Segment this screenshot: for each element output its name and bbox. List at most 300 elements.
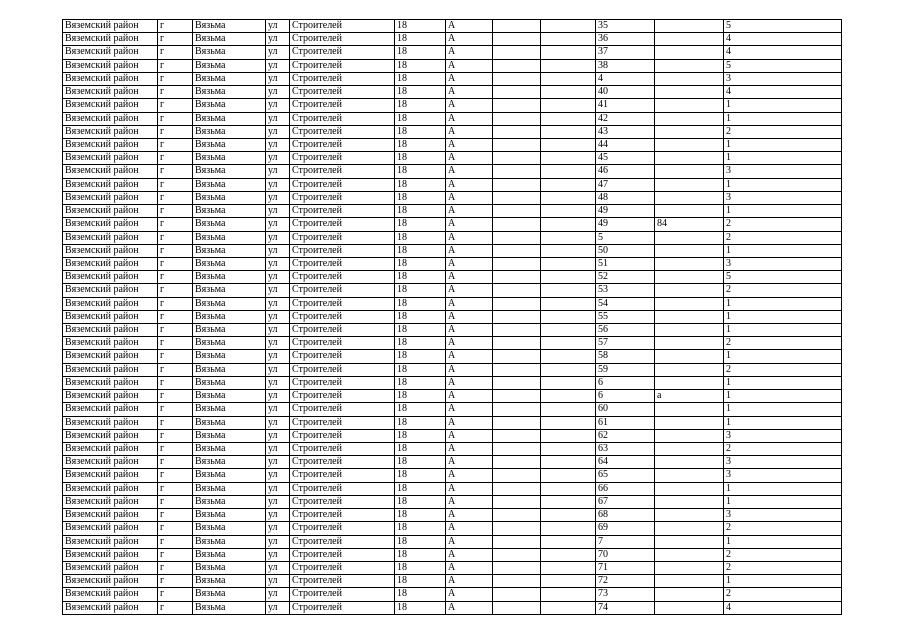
street-type-cell: ул	[266, 310, 290, 323]
locality-cell: Вязьма	[193, 231, 266, 244]
district-cell: Вяземский район	[63, 548, 158, 561]
count-cell: 1	[724, 482, 842, 495]
locality-type-cell: г	[158, 297, 193, 310]
letter-cell: А	[446, 588, 493, 601]
street-cell: Строителей	[290, 205, 395, 218]
letter-cell: А	[446, 403, 493, 416]
locality-cell: Вязьма	[193, 59, 266, 72]
locality-type-cell: г	[158, 310, 193, 323]
structure-cell	[541, 257, 596, 270]
locality-cell: Вязьма	[193, 205, 266, 218]
apartment-cell: 72	[596, 575, 655, 588]
building-cell	[493, 416, 541, 429]
locality-cell: Вязьма	[193, 548, 266, 561]
house-cell: 18	[395, 588, 446, 601]
table-body	[63, 20, 842, 615]
apartment-cell: 67	[596, 495, 655, 508]
district-cell: Вяземский район	[63, 324, 158, 337]
count-cell: 2	[724, 522, 842, 535]
locality-type-cell: г	[158, 390, 193, 403]
letter-cell: А	[446, 72, 493, 85]
district-cell: Вяземский район	[63, 218, 158, 231]
locality-type-cell: г	[158, 125, 193, 138]
locality-type-cell: г	[158, 324, 193, 337]
building-cell	[493, 205, 541, 218]
locality-type-cell: г	[158, 99, 193, 112]
letter-cell: А	[446, 297, 493, 310]
building-cell	[493, 59, 541, 72]
room-cell	[655, 522, 724, 535]
count-cell: 1	[724, 244, 842, 257]
room-cell	[655, 112, 724, 125]
locality-type-cell: г	[158, 152, 193, 165]
locality-type-cell: г	[158, 416, 193, 429]
locality-cell: Вязьма	[193, 165, 266, 178]
room-cell	[655, 495, 724, 508]
street-cell: Строителей	[290, 191, 395, 204]
letter-cell: А	[446, 561, 493, 574]
structure-cell	[541, 125, 596, 138]
structure-cell	[541, 244, 596, 257]
letter-cell: А	[446, 86, 493, 99]
locality-type-cell: г	[158, 244, 193, 257]
table-row	[63, 257, 842, 270]
table-row	[63, 297, 842, 310]
count-cell: 3	[724, 469, 842, 482]
street-type-cell: ул	[266, 231, 290, 244]
count-cell: 1	[724, 350, 842, 363]
street-type-cell: ул	[266, 20, 290, 33]
building-cell	[493, 535, 541, 548]
building-cell	[493, 191, 541, 204]
street-cell: Строителей	[290, 429, 395, 442]
structure-cell	[541, 271, 596, 284]
locality-type-cell: г	[158, 178, 193, 191]
district-cell: Вяземский район	[63, 601, 158, 614]
room-cell	[655, 403, 724, 416]
apartment-cell: 41	[596, 99, 655, 112]
table-row	[63, 482, 842, 495]
structure-cell	[541, 337, 596, 350]
table-row	[63, 231, 842, 244]
letter-cell: А	[446, 601, 493, 614]
house-cell: 18	[395, 125, 446, 138]
room-cell	[655, 138, 724, 151]
locality-cell: Вязьма	[193, 443, 266, 456]
street-type-cell: ул	[266, 376, 290, 389]
district-cell: Вяземский район	[63, 443, 158, 456]
building-cell	[493, 257, 541, 270]
structure-cell	[541, 456, 596, 469]
structure-cell	[541, 191, 596, 204]
table-row	[63, 112, 842, 125]
street-type-cell: ул	[266, 125, 290, 138]
table-row	[63, 337, 842, 350]
apartment-cell: 47	[596, 178, 655, 191]
locality-cell: Вязьма	[193, 482, 266, 495]
street-type-cell: ул	[266, 46, 290, 59]
house-cell: 18	[395, 231, 446, 244]
street-type-cell: ул	[266, 403, 290, 416]
building-cell	[493, 324, 541, 337]
letter-cell: А	[446, 535, 493, 548]
count-cell: 2	[724, 588, 842, 601]
count-cell: 2	[724, 284, 842, 297]
district-cell: Вяземский район	[63, 271, 158, 284]
table-row	[63, 271, 842, 284]
count-cell: 1	[724, 310, 842, 323]
house-cell: 18	[395, 284, 446, 297]
street-type-cell: ул	[266, 112, 290, 125]
street-type-cell: ул	[266, 443, 290, 456]
apartment-cell: 55	[596, 310, 655, 323]
apartment-cell: 58	[596, 350, 655, 363]
count-cell: 1	[724, 178, 842, 191]
structure-cell	[541, 284, 596, 297]
table-row	[63, 350, 842, 363]
district-cell: Вяземский район	[63, 535, 158, 548]
district-cell: Вяземский район	[63, 284, 158, 297]
district-cell: Вяземский район	[63, 363, 158, 376]
street-type-cell: ул	[266, 86, 290, 99]
count-cell: 3	[724, 165, 842, 178]
street-cell: Строителей	[290, 376, 395, 389]
district-cell: Вяземский район	[63, 337, 158, 350]
apartment-cell: 62	[596, 429, 655, 442]
table-row	[63, 495, 842, 508]
table-row	[63, 548, 842, 561]
house-cell: 18	[395, 495, 446, 508]
structure-cell	[541, 482, 596, 495]
structure-cell	[541, 495, 596, 508]
district-cell: Вяземский район	[63, 495, 158, 508]
apartment-cell: 61	[596, 416, 655, 429]
building-cell	[493, 588, 541, 601]
apartment-cell: 49	[596, 218, 655, 231]
room-cell	[655, 363, 724, 376]
table-row	[63, 429, 842, 442]
apartment-cell: 63	[596, 443, 655, 456]
street-cell: Строителей	[290, 20, 395, 33]
letter-cell: А	[446, 495, 493, 508]
room-cell	[655, 178, 724, 191]
structure-cell	[541, 350, 596, 363]
letter-cell: А	[446, 363, 493, 376]
structure-cell	[541, 46, 596, 59]
letter-cell: А	[446, 244, 493, 257]
house-cell: 18	[395, 350, 446, 363]
apartment-cell: 54	[596, 297, 655, 310]
house-cell: 18	[395, 271, 446, 284]
street-type-cell: ул	[266, 324, 290, 337]
street-cell: Строителей	[290, 350, 395, 363]
building-cell	[493, 509, 541, 522]
street-cell: Строителей	[290, 99, 395, 112]
letter-cell: А	[446, 271, 493, 284]
room-cell	[655, 535, 724, 548]
street-type-cell: ул	[266, 561, 290, 574]
locality-type-cell: г	[158, 257, 193, 270]
street-cell: Строителей	[290, 244, 395, 257]
room-cell	[655, 337, 724, 350]
street-type-cell: ул	[266, 191, 290, 204]
structure-cell	[541, 429, 596, 442]
street-type-cell: ул	[266, 178, 290, 191]
street-cell: Строителей	[290, 257, 395, 270]
count-cell: 1	[724, 324, 842, 337]
apartment-cell: 69	[596, 522, 655, 535]
count-cell: 2	[724, 443, 842, 456]
structure-cell	[541, 522, 596, 535]
building-cell	[493, 72, 541, 85]
street-cell: Строителей	[290, 324, 395, 337]
locality-type-cell: г	[158, 575, 193, 588]
table-row	[63, 509, 842, 522]
locality-cell: Вязьма	[193, 191, 266, 204]
street-type-cell: ул	[266, 59, 290, 72]
street-type-cell: ул	[266, 337, 290, 350]
locality-cell: Вязьма	[193, 33, 266, 46]
room-cell	[655, 152, 724, 165]
street-cell: Строителей	[290, 416, 395, 429]
letter-cell: А	[446, 205, 493, 218]
house-cell: 18	[395, 46, 446, 59]
count-cell: 1	[724, 575, 842, 588]
building-cell	[493, 482, 541, 495]
room-cell	[655, 509, 724, 522]
district-cell: Вяземский район	[63, 561, 158, 574]
room-cell	[655, 244, 724, 257]
count-cell: 3	[724, 72, 842, 85]
street-cell: Строителей	[290, 548, 395, 561]
room-cell	[655, 310, 724, 323]
apartment-cell: 64	[596, 456, 655, 469]
locality-cell: Вязьма	[193, 403, 266, 416]
district-cell: Вяземский район	[63, 509, 158, 522]
letter-cell: А	[446, 165, 493, 178]
district-cell: Вяземский район	[63, 59, 158, 72]
district-cell: Вяземский район	[63, 99, 158, 112]
locality-type-cell: г	[158, 456, 193, 469]
building-cell	[493, 337, 541, 350]
room-cell	[655, 575, 724, 588]
apartment-cell: 44	[596, 138, 655, 151]
letter-cell: А	[446, 443, 493, 456]
letter-cell: А	[446, 456, 493, 469]
district-cell: Вяземский район	[63, 152, 158, 165]
apartment-cell: 74	[596, 601, 655, 614]
letter-cell: А	[446, 20, 493, 33]
street-type-cell: ул	[266, 482, 290, 495]
apartment-cell: 68	[596, 509, 655, 522]
street-cell: Строителей	[290, 165, 395, 178]
locality-cell: Вязьма	[193, 363, 266, 376]
street-cell: Строителей	[290, 86, 395, 99]
district-cell: Вяземский район	[63, 469, 158, 482]
table-row	[63, 469, 842, 482]
count-cell: 2	[724, 363, 842, 376]
letter-cell: А	[446, 125, 493, 138]
letter-cell: А	[446, 482, 493, 495]
count-cell: 5	[724, 59, 842, 72]
street-type-cell: ул	[266, 535, 290, 548]
locality-cell: Вязьма	[193, 535, 266, 548]
building-cell	[493, 165, 541, 178]
house-cell: 18	[395, 456, 446, 469]
room-cell	[655, 469, 724, 482]
table-row	[63, 522, 842, 535]
structure-cell	[541, 297, 596, 310]
table-row	[63, 443, 842, 456]
structure-cell	[541, 20, 596, 33]
building-cell	[493, 443, 541, 456]
street-type-cell: ул	[266, 350, 290, 363]
street-type-cell: ул	[266, 297, 290, 310]
apartment-cell: 43	[596, 125, 655, 138]
structure-cell	[541, 72, 596, 85]
count-cell: 1	[724, 205, 842, 218]
street-type-cell: ул	[266, 244, 290, 257]
table-row	[63, 363, 842, 376]
locality-type-cell: г	[158, 601, 193, 614]
street-type-cell: ул	[266, 72, 290, 85]
locality-type-cell: г	[158, 403, 193, 416]
locality-cell: Вязьма	[193, 601, 266, 614]
house-cell: 18	[395, 390, 446, 403]
district-cell: Вяземский район	[63, 403, 158, 416]
street-cell: Строителей	[290, 403, 395, 416]
structure-cell	[541, 218, 596, 231]
table-row	[63, 284, 842, 297]
building-cell	[493, 244, 541, 257]
apartment-cell: 65	[596, 469, 655, 482]
letter-cell: А	[446, 310, 493, 323]
count-cell: 2	[724, 561, 842, 574]
count-cell: 1	[724, 403, 842, 416]
building-cell	[493, 138, 541, 151]
letter-cell: А	[446, 469, 493, 482]
street-cell: Строителей	[290, 271, 395, 284]
letter-cell: А	[446, 522, 493, 535]
house-cell: 18	[395, 244, 446, 257]
count-cell: 1	[724, 138, 842, 151]
structure-cell	[541, 112, 596, 125]
street-cell: Строителей	[290, 112, 395, 125]
count-cell: 1	[724, 535, 842, 548]
building-cell	[493, 271, 541, 284]
count-cell: 2	[724, 125, 842, 138]
structure-cell	[541, 363, 596, 376]
street-type-cell: ул	[266, 601, 290, 614]
district-cell: Вяземский район	[63, 178, 158, 191]
locality-cell: Вязьма	[193, 469, 266, 482]
apartment-cell: 42	[596, 112, 655, 125]
letter-cell: А	[446, 429, 493, 442]
district-cell: Вяземский район	[63, 125, 158, 138]
street-cell: Строителей	[290, 522, 395, 535]
street-type-cell: ул	[266, 218, 290, 231]
locality-cell: Вязьма	[193, 456, 266, 469]
street-type-cell: ул	[266, 205, 290, 218]
locality-type-cell: г	[158, 469, 193, 482]
district-cell: Вяземский район	[63, 297, 158, 310]
house-cell: 18	[395, 535, 446, 548]
room-cell	[655, 33, 724, 46]
locality-type-cell: г	[158, 59, 193, 72]
structure-cell	[541, 535, 596, 548]
count-cell: 3	[724, 456, 842, 469]
apartment-cell: 40	[596, 86, 655, 99]
locality-type-cell: г	[158, 561, 193, 574]
house-cell: 18	[395, 416, 446, 429]
room-cell	[655, 191, 724, 204]
count-cell: 1	[724, 390, 842, 403]
street-cell: Строителей	[290, 456, 395, 469]
letter-cell: А	[446, 350, 493, 363]
table-row	[63, 403, 842, 416]
house-cell: 18	[395, 548, 446, 561]
letter-cell: А	[446, 284, 493, 297]
table-row	[63, 20, 842, 33]
locality-type-cell: г	[158, 350, 193, 363]
table-row	[63, 244, 842, 257]
district-cell: Вяземский район	[63, 416, 158, 429]
street-cell: Строителей	[290, 363, 395, 376]
locality-cell: Вязьма	[193, 509, 266, 522]
structure-cell	[541, 165, 596, 178]
house-cell: 18	[395, 310, 446, 323]
apartment-cell: 59	[596, 363, 655, 376]
room-cell	[655, 297, 724, 310]
locality-cell: Вязьма	[193, 429, 266, 442]
locality-cell: Вязьма	[193, 138, 266, 151]
structure-cell	[541, 561, 596, 574]
structure-cell	[541, 469, 596, 482]
street-cell: Строителей	[290, 469, 395, 482]
house-cell: 18	[395, 138, 446, 151]
locality-type-cell: г	[158, 191, 193, 204]
apartment-cell: 71	[596, 561, 655, 574]
room-cell	[655, 20, 724, 33]
locality-type-cell: г	[158, 509, 193, 522]
locality-cell: Вязьма	[193, 125, 266, 138]
structure-cell	[541, 33, 596, 46]
room-cell	[655, 86, 724, 99]
house-cell: 18	[395, 218, 446, 231]
count-cell: 4	[724, 86, 842, 99]
district-cell: Вяземский район	[63, 112, 158, 125]
district-cell: Вяземский район	[63, 20, 158, 33]
table-row	[63, 46, 842, 59]
apartment-cell: 38	[596, 59, 655, 72]
locality-type-cell: г	[158, 271, 193, 284]
apartment-cell: 49	[596, 205, 655, 218]
table-row	[63, 152, 842, 165]
room-cell	[655, 588, 724, 601]
letter-cell: А	[446, 257, 493, 270]
house-cell: 18	[395, 376, 446, 389]
count-cell: 1	[724, 152, 842, 165]
room-cell	[655, 257, 724, 270]
room-cell	[655, 284, 724, 297]
count-cell: 3	[724, 191, 842, 204]
street-type-cell: ул	[266, 138, 290, 151]
street-type-cell: ул	[266, 165, 290, 178]
street-cell: Строителей	[290, 297, 395, 310]
structure-cell	[541, 138, 596, 151]
street-cell: Строителей	[290, 390, 395, 403]
locality-type-cell: г	[158, 535, 193, 548]
